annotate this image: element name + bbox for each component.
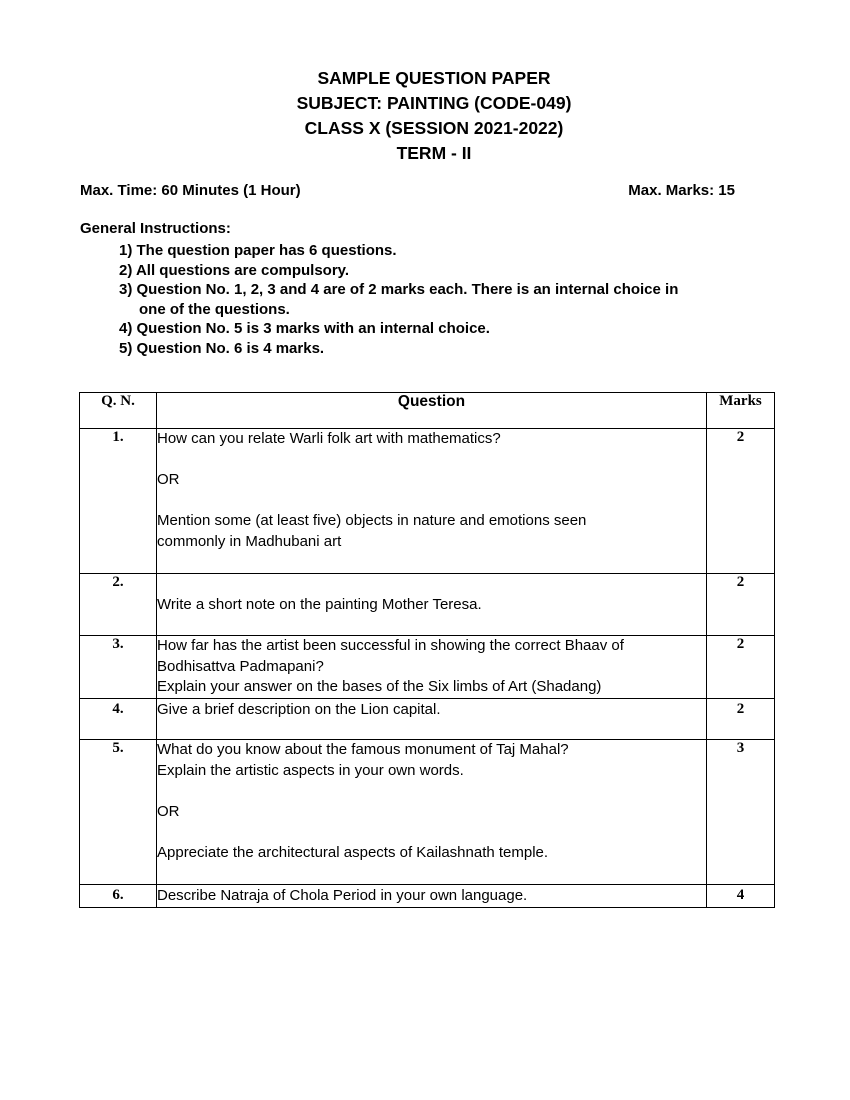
question-text xyxy=(157,699,707,740)
question-line: Mention some (at least five) objects in nature and emotions seen xyxy=(157,512,587,529)
instruction-number: 4) xyxy=(119,320,133,337)
question-number: 3. xyxy=(80,636,157,699)
column-header-question: Question xyxy=(157,393,707,429)
question-line: Explain your answer on the bases of the Six limbs of Art (Shadang) xyxy=(157,678,602,695)
instruction-text: Question No. 1, 2, 3 and 4 are of 2 marks each. There is an internal choice in xyxy=(136,281,679,298)
table-row xyxy=(80,574,775,636)
instruction-number: 5) xyxy=(119,339,133,357)
instructions-heading: General Instructions: xyxy=(80,220,231,237)
instruction-number: 3) xyxy=(119,281,133,298)
max-time: Max. Time: 60 Minutes (1 Hour) xyxy=(80,182,301,199)
question-line: Appreciate the architectural aspects of Kailashnath temple. xyxy=(157,843,549,861)
question-line: Bodhisattva Padmapani? xyxy=(157,657,324,675)
instruction-number: 2) xyxy=(119,261,133,279)
question-marks: 2 xyxy=(707,636,775,699)
instruction-item xyxy=(80,280,780,319)
instruction-item xyxy=(80,241,780,261)
instructions-list xyxy=(80,241,780,358)
question-number: 6. xyxy=(80,885,157,908)
question-text xyxy=(157,885,707,908)
question-marks: 2 xyxy=(707,574,775,636)
instruction-number: 1) xyxy=(119,242,133,259)
question-line: What do you know about the famous monument of Taj Mahal? xyxy=(157,741,569,758)
paper-class: CLASS X (SESSION 2021-2022) xyxy=(304,118,564,138)
question-marks: 3 xyxy=(707,740,775,885)
paper-subject: SUBJECT: PAINTING (CODE-049) xyxy=(296,93,572,113)
table-row xyxy=(80,429,775,574)
question-number: 1. xyxy=(80,429,157,574)
max-marks: Max. Marks: 15 xyxy=(628,182,735,199)
paper-term: TERM - II xyxy=(396,143,472,163)
instruction-text: All questions are compulsory. xyxy=(135,261,350,279)
question-number: 4. xyxy=(80,699,157,740)
instruction-item xyxy=(80,261,780,281)
table-row xyxy=(80,636,775,699)
paper-title: SAMPLE QUESTION PAPER xyxy=(317,68,551,88)
question-text xyxy=(157,740,707,885)
instruction-text-continued: one of the questions. xyxy=(139,300,290,318)
table-row xyxy=(80,699,775,740)
table-row xyxy=(80,885,775,908)
general-instructions xyxy=(80,219,780,358)
paper-header xyxy=(0,66,850,166)
question-number: 5. xyxy=(80,740,157,885)
column-header-qn: Q. N. xyxy=(80,393,157,429)
instruction-text: Question No. 5 is 3 marks with an internal choice. xyxy=(136,320,490,337)
table-row xyxy=(80,740,775,885)
table-header-row xyxy=(80,393,775,429)
question-line: How far has the artist been successful in showing the correct Bhaav of xyxy=(157,637,624,654)
question-marks: 4 xyxy=(707,885,775,908)
or-separator: OR xyxy=(157,471,180,488)
or-separator: OR xyxy=(157,802,180,820)
question-line: Explain the artistic aspects in your own words. xyxy=(157,761,464,779)
question-marks: 2 xyxy=(707,699,775,740)
question-text xyxy=(157,429,707,574)
question-line: commonly in Madhubani art xyxy=(157,532,342,550)
question-text xyxy=(157,636,707,699)
question-table xyxy=(79,392,775,908)
question-marks: 2 xyxy=(707,429,775,574)
column-header-marks: Marks xyxy=(707,393,775,429)
question-number: 2. xyxy=(80,574,157,636)
question-line: Describe Natraja of Chola Period in your own language. xyxy=(157,887,528,904)
instruction-item xyxy=(80,339,780,359)
question-line: How can you relate Warli folk art with mathematics? xyxy=(157,430,501,447)
instruction-text: The question paper has 6 questions. xyxy=(136,242,397,259)
question-line: Write a short note on the painting Mother Teresa. xyxy=(157,596,482,613)
instruction-text: Question No. 6 is 4 marks. xyxy=(136,339,325,357)
instruction-item xyxy=(80,319,780,339)
question-text xyxy=(157,574,707,636)
question-line: Give a brief description on the Lion capital. xyxy=(157,701,441,718)
